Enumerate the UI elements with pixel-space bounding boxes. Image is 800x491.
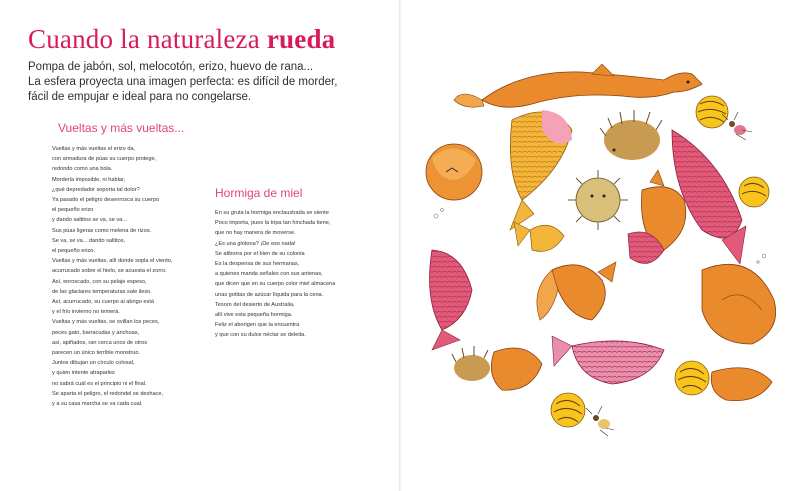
intro-line: La esfera proyecta una imagen perfecta: es difícil de morder, xyxy=(28,76,338,88)
poem-line: Así, acurrucado, su cuerpo al abrigo está xyxy=(52,299,154,306)
poem-vueltas xyxy=(52,144,172,409)
poem-line: Se va, se va... dando saltitos, xyxy=(52,237,126,244)
poem-line: y el frío invierno no temerá. xyxy=(52,309,120,316)
poem-line: unas gotitas de azúcar líquida para la cena. xyxy=(215,291,324,298)
poem-line: con armadura de púas su cuerpo protege, xyxy=(52,156,157,163)
fox-curled-icon xyxy=(426,144,482,200)
poem-line: Así, enroscado, con su pelaje espeso, xyxy=(52,278,147,285)
animal-circle-illustration xyxy=(402,0,800,491)
fox-curled-icon xyxy=(702,264,776,344)
poem-line: Es la despensa de sus hermanas, xyxy=(215,261,300,268)
poem-line: de las glaciares temperaturas sale ileso. xyxy=(52,288,152,295)
ball-icon xyxy=(551,393,585,427)
poem-line: allí vive esta pequeña hormiga. xyxy=(215,312,293,319)
ball-icon xyxy=(739,177,769,207)
fish-icon xyxy=(514,222,564,251)
poem-line: que no hay manera de moverse. xyxy=(215,230,296,237)
poem-line: y quien intente atraparles xyxy=(52,370,115,377)
fox-icon xyxy=(491,348,542,390)
poem-hormiga xyxy=(215,208,335,341)
fox-icon xyxy=(711,368,772,401)
poem-line: que dicen que en su cuerpo color miel almacena xyxy=(215,281,336,288)
poem-line: Vueltas y más vueltas el erizo da, xyxy=(52,146,136,152)
poem-line: el pequeño erizo xyxy=(52,207,94,214)
poem-line: Vueltas y más vueltas, allí donde sopla el viento, xyxy=(52,258,173,265)
ball-icon xyxy=(696,96,728,128)
fish-icon xyxy=(510,110,572,230)
poem-line: y dando saltitos se va, se va... xyxy=(52,217,127,224)
poem-line: y a su casa marcha se va cada cual. xyxy=(52,401,143,408)
poem-line: Morderla imposible, ni hablar, xyxy=(52,176,126,183)
poem-line: Vueltas y más vueltas, se ovillan los peces, xyxy=(52,319,160,326)
poem-line: no sabrá cuál es el principio ni el final. xyxy=(52,380,147,387)
fox-top-icon xyxy=(454,64,702,107)
fox-icon xyxy=(537,262,616,320)
ball-icon xyxy=(675,361,709,395)
poem-line: ¿Es una glotona? ¡De eso nada! xyxy=(215,240,296,247)
poem-line: Juntos dibujan un círculo colosal, xyxy=(52,360,135,367)
poem-line: En su gruta la hormiga enclaustrada se siente xyxy=(215,210,329,216)
poem-line: acurrucado sobre el hielo, se acuesta el zorro. xyxy=(52,268,167,275)
urchin-icon xyxy=(568,170,628,230)
poem-line: Se atiborra por el bien de su colonia xyxy=(215,250,305,257)
poem-line: así, apiñados, ran cerca unos de otros xyxy=(52,339,148,346)
intro-line: fácil de empujar e ideal para no congelarse. xyxy=(28,91,252,103)
hedgehog-icon xyxy=(600,110,662,160)
fish-icon xyxy=(552,336,664,384)
poem-line: a quienes manda señales con sus antenas, xyxy=(215,271,323,278)
fish-icon xyxy=(672,130,746,264)
poem-line: Poco importa, pues la tripa tan hinchada tiene, xyxy=(215,220,331,227)
hedgehog-icon xyxy=(452,346,490,381)
page-title xyxy=(28,24,335,55)
right-page xyxy=(402,0,800,491)
poem-title-vueltas: Vueltas y más vueltas... xyxy=(58,121,185,135)
poem-line: Tesoro del desierto de Australia, xyxy=(215,301,295,308)
poem-line: redondo como una bola. xyxy=(52,166,113,173)
poem-line: Sus púas ligeras como melena de rizos. xyxy=(52,227,152,234)
poem-line: peces gato, barracudas y anchoas, xyxy=(52,329,140,336)
title-bold: rueda xyxy=(266,24,336,54)
poem-line: parecen un único terrible monstruo. xyxy=(52,350,140,357)
title-main: Cuando la naturaleza xyxy=(28,24,260,54)
ant-icon xyxy=(586,406,614,436)
poem-line: y que con su dulce néctar se deleita. xyxy=(215,332,306,339)
intro-paragraph xyxy=(28,60,348,105)
intro-line: Pompa de jabón, sol, melocotón, erizo, huevo de rana... xyxy=(28,61,314,73)
poem-line: Se aparta el peligro, el redondel se deshace, xyxy=(52,390,164,397)
poem-title-hormiga: Hormiga de miel xyxy=(215,186,303,200)
poem-line: Ya pasado el peligro desenrosca su cuerpo xyxy=(52,197,160,204)
fish-icon xyxy=(430,250,472,350)
poem-line: ¿qué depredador soporta tal dolor? xyxy=(52,186,140,193)
poem-line: Feliz el aborigen que la encuentra xyxy=(215,322,300,329)
poem-line: el pequeño erizo. xyxy=(52,248,95,255)
